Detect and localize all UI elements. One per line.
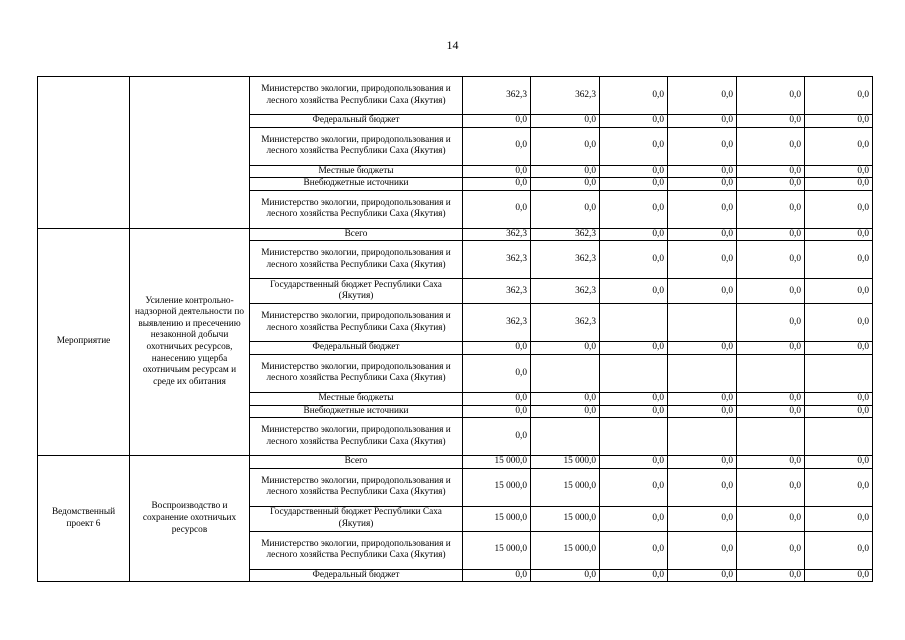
- amount-cell: [600, 418, 668, 456]
- amount-cell: 0,0: [668, 241, 737, 279]
- activity-type-cell: Мероприятие: [38, 228, 130, 455]
- activity-name-cell: [130, 77, 250, 229]
- amount-cell: 0,0: [668, 228, 737, 241]
- amount-cell: 0,0: [737, 115, 805, 128]
- amount-cell: 0,0: [600, 506, 668, 531]
- amount-cell: 0,0: [463, 165, 531, 178]
- amount-cell: 15 000,0: [463, 506, 531, 531]
- amount-cell: 362,3: [531, 304, 600, 342]
- amount-cell: 0,0: [531, 165, 600, 178]
- amount-cell: 0,0: [531, 190, 600, 228]
- amount-cell: 0,0: [600, 456, 668, 469]
- activity-name-cell: Воспроизводство и сохранение охотничьих ресурсов: [130, 456, 250, 582]
- amount-cell: 0,0: [600, 178, 668, 191]
- amount-cell: 0,0: [737, 468, 805, 506]
- funding-source-cell: Внебюджетные источники: [250, 405, 463, 418]
- activity-type-cell: Ведомственный проект 6: [38, 456, 130, 582]
- amount-cell: 0,0: [600, 569, 668, 582]
- funding-source-cell: Всего: [250, 456, 463, 469]
- amount-cell: 0,0: [737, 178, 805, 191]
- amount-cell: 15 000,0: [531, 468, 600, 506]
- amount-cell: 0,0: [668, 468, 737, 506]
- amount-cell: 0,0: [737, 304, 805, 342]
- page-number: 14: [446, 38, 459, 52]
- amount-cell: 0,0: [668, 506, 737, 531]
- amount-cell: 0,0: [463, 418, 531, 456]
- funding-source-cell: Внебюджетные источники: [250, 178, 463, 191]
- amount-cell: 0,0: [805, 392, 873, 405]
- amount-cell: 0,0: [805, 115, 873, 128]
- amount-cell: 0,0: [600, 392, 668, 405]
- amount-cell: 0,0: [668, 456, 737, 469]
- amount-cell: 15 000,0: [531, 456, 600, 469]
- amount-cell: 0,0: [805, 279, 873, 304]
- amount-cell: 0,0: [668, 342, 737, 355]
- amount-cell: 362,3: [531, 241, 600, 279]
- amount-cell: 362,3: [463, 279, 531, 304]
- amount-cell: 362,3: [531, 228, 600, 241]
- amount-cell: 0,0: [805, 178, 873, 191]
- funding-source-cell: Министерство экологии, природопользования и лесного хозяйства Республики Саха (Якутия): [250, 241, 463, 279]
- amount-cell: 0,0: [600, 190, 668, 228]
- amount-cell: [805, 418, 873, 456]
- amount-cell: 0,0: [668, 190, 737, 228]
- funding-source-cell: Местные бюджеты: [250, 392, 463, 405]
- amount-cell: 0,0: [463, 405, 531, 418]
- amount-cell: 0,0: [805, 531, 873, 569]
- amount-cell: 362,3: [463, 228, 531, 241]
- amount-cell: 0,0: [805, 304, 873, 342]
- amount-cell: 0,0: [600, 241, 668, 279]
- amount-cell: 362,3: [463, 77, 531, 115]
- amount-cell: 0,0: [463, 127, 531, 165]
- funding-source-cell: Федеральный бюджет: [250, 115, 463, 128]
- amount-cell: 0,0: [668, 569, 737, 582]
- budget-table: [37, 76, 873, 582]
- amount-cell: 0,0: [737, 127, 805, 165]
- amount-cell: [668, 304, 737, 342]
- amount-cell: 362,3: [531, 279, 600, 304]
- amount-cell: 0,0: [805, 228, 873, 241]
- amount-cell: 0,0: [737, 569, 805, 582]
- amount-cell: 0,0: [668, 115, 737, 128]
- amount-cell: 15 000,0: [463, 468, 531, 506]
- amount-cell: 0,0: [600, 165, 668, 178]
- amount-cell: 0,0: [805, 77, 873, 115]
- funding-source-cell: Министерство экологии, природопользования и лесного хозяйства Республики Саха (Якутия): [250, 354, 463, 392]
- funding-source-cell: Министерство экологии, природопользования и лесного хозяйства Республики Саха (Якутия): [250, 190, 463, 228]
- amount-cell: 362,3: [463, 304, 531, 342]
- amount-cell: 0,0: [463, 569, 531, 582]
- amount-cell: 0,0: [531, 405, 600, 418]
- funding-source-cell: Федеральный бюджет: [250, 342, 463, 355]
- amount-cell: 0,0: [600, 342, 668, 355]
- amount-cell: 15 000,0: [531, 506, 600, 531]
- amount-cell: 0,0: [668, 127, 737, 165]
- amount-cell: 0,0: [463, 178, 531, 191]
- amount-cell: [600, 354, 668, 392]
- funding-source-cell: Всего: [250, 228, 463, 241]
- amount-cell: [668, 418, 737, 456]
- amount-cell: 0,0: [737, 77, 805, 115]
- amount-cell: [737, 354, 805, 392]
- funding-source-cell: Министерство экологии, природопользования и лесного хозяйства Республики Саха (Якутия): [250, 418, 463, 456]
- amount-cell: 0,0: [600, 468, 668, 506]
- funding-source-cell: Министерство экологии, природопользования и лесного хозяйства Республики Саха (Якутия): [250, 468, 463, 506]
- amount-cell: 15 000,0: [463, 456, 531, 469]
- amount-cell: 0,0: [531, 178, 600, 191]
- amount-cell: 0,0: [668, 405, 737, 418]
- amount-cell: 0,0: [668, 178, 737, 191]
- funding-source-cell: Министерство экологии, природопользования и лесного хозяйства Республики Саха (Якутия): [250, 77, 463, 115]
- amount-cell: 15 000,0: [531, 531, 600, 569]
- amount-cell: 0,0: [805, 190, 873, 228]
- amount-cell: 0,0: [737, 279, 805, 304]
- amount-cell: [531, 418, 600, 456]
- amount-cell: 0,0: [737, 506, 805, 531]
- amount-cell: 0,0: [600, 279, 668, 304]
- amount-cell: 0,0: [805, 342, 873, 355]
- amount-cell: [600, 304, 668, 342]
- amount-cell: 0,0: [668, 165, 737, 178]
- amount-cell: 0,0: [805, 165, 873, 178]
- amount-cell: 0,0: [668, 531, 737, 569]
- amount-cell: 0,0: [805, 506, 873, 531]
- amount-cell: 0,0: [600, 228, 668, 241]
- activity-name-cell: Усиление контрольно-надзорной деятельности по выявлению и пресечению незаконной добычи охотничьих ресурсов, нанесению ущерба охотничьим ресурсам и среде их обитания: [130, 228, 250, 455]
- amount-cell: 0,0: [737, 190, 805, 228]
- funding-source-cell: Федеральный бюджет: [250, 569, 463, 582]
- amount-cell: 0,0: [737, 241, 805, 279]
- amount-cell: 0,0: [805, 569, 873, 582]
- amount-cell: [668, 354, 737, 392]
- amount-cell: 0,0: [531, 569, 600, 582]
- funding-source-cell: Министерство экологии, природопользования и лесного хозяйства Республики Саха (Якутия): [250, 127, 463, 165]
- amount-cell: 0,0: [463, 392, 531, 405]
- amount-cell: 0,0: [737, 456, 805, 469]
- amount-cell: 0,0: [737, 342, 805, 355]
- amount-cell: 0,0: [805, 405, 873, 418]
- amount-cell: 0,0: [531, 115, 600, 128]
- amount-cell: 0,0: [805, 241, 873, 279]
- amount-cell: [805, 354, 873, 392]
- amount-cell: 0,0: [668, 279, 737, 304]
- amount-cell: 0,0: [668, 77, 737, 115]
- amount-cell: [531, 354, 600, 392]
- amount-cell: 0,0: [531, 392, 600, 405]
- amount-cell: 0,0: [531, 342, 600, 355]
- amount-cell: 0,0: [531, 127, 600, 165]
- activity-type-cell: [38, 77, 130, 229]
- amount-cell: 0,0: [600, 115, 668, 128]
- funding-source-cell: Министерство экологии, природопользования и лесного хозяйства Республики Саха (Якутия): [250, 304, 463, 342]
- amount-cell: 0,0: [805, 456, 873, 469]
- amount-cell: 0,0: [463, 115, 531, 128]
- amount-cell: 0,0: [737, 165, 805, 178]
- amount-cell: 0,0: [737, 392, 805, 405]
- table-row: [38, 228, 873, 241]
- amount-cell: 0,0: [805, 127, 873, 165]
- amount-cell: 362,3: [463, 241, 531, 279]
- amount-cell: 0,0: [463, 354, 531, 392]
- amount-cell: [737, 418, 805, 456]
- amount-cell: 0,0: [737, 228, 805, 241]
- amount-cell: 15 000,0: [463, 531, 531, 569]
- table-row: [38, 77, 873, 115]
- funding-source-cell: Местные бюджеты: [250, 165, 463, 178]
- amount-cell: 0,0: [737, 531, 805, 569]
- amount-cell: 0,0: [600, 531, 668, 569]
- amount-cell: 0,0: [668, 392, 737, 405]
- amount-cell: 0,0: [463, 190, 531, 228]
- funding-source-cell: Государственный бюджет Республики Саха (Якутия): [250, 279, 463, 304]
- funding-source-cell: Государственный бюджет Республики Саха (Якутия): [250, 506, 463, 531]
- amount-cell: 0,0: [463, 342, 531, 355]
- amount-cell: 0,0: [737, 405, 805, 418]
- amount-cell: 0,0: [600, 77, 668, 115]
- amount-cell: 0,0: [600, 127, 668, 165]
- table-row: [38, 456, 873, 469]
- funding-source-cell: Министерство экологии, природопользования и лесного хозяйства Республики Саха (Якутия): [250, 531, 463, 569]
- amount-cell: 0,0: [600, 405, 668, 418]
- amount-cell: 362,3: [531, 77, 600, 115]
- amount-cell: 0,0: [805, 468, 873, 506]
